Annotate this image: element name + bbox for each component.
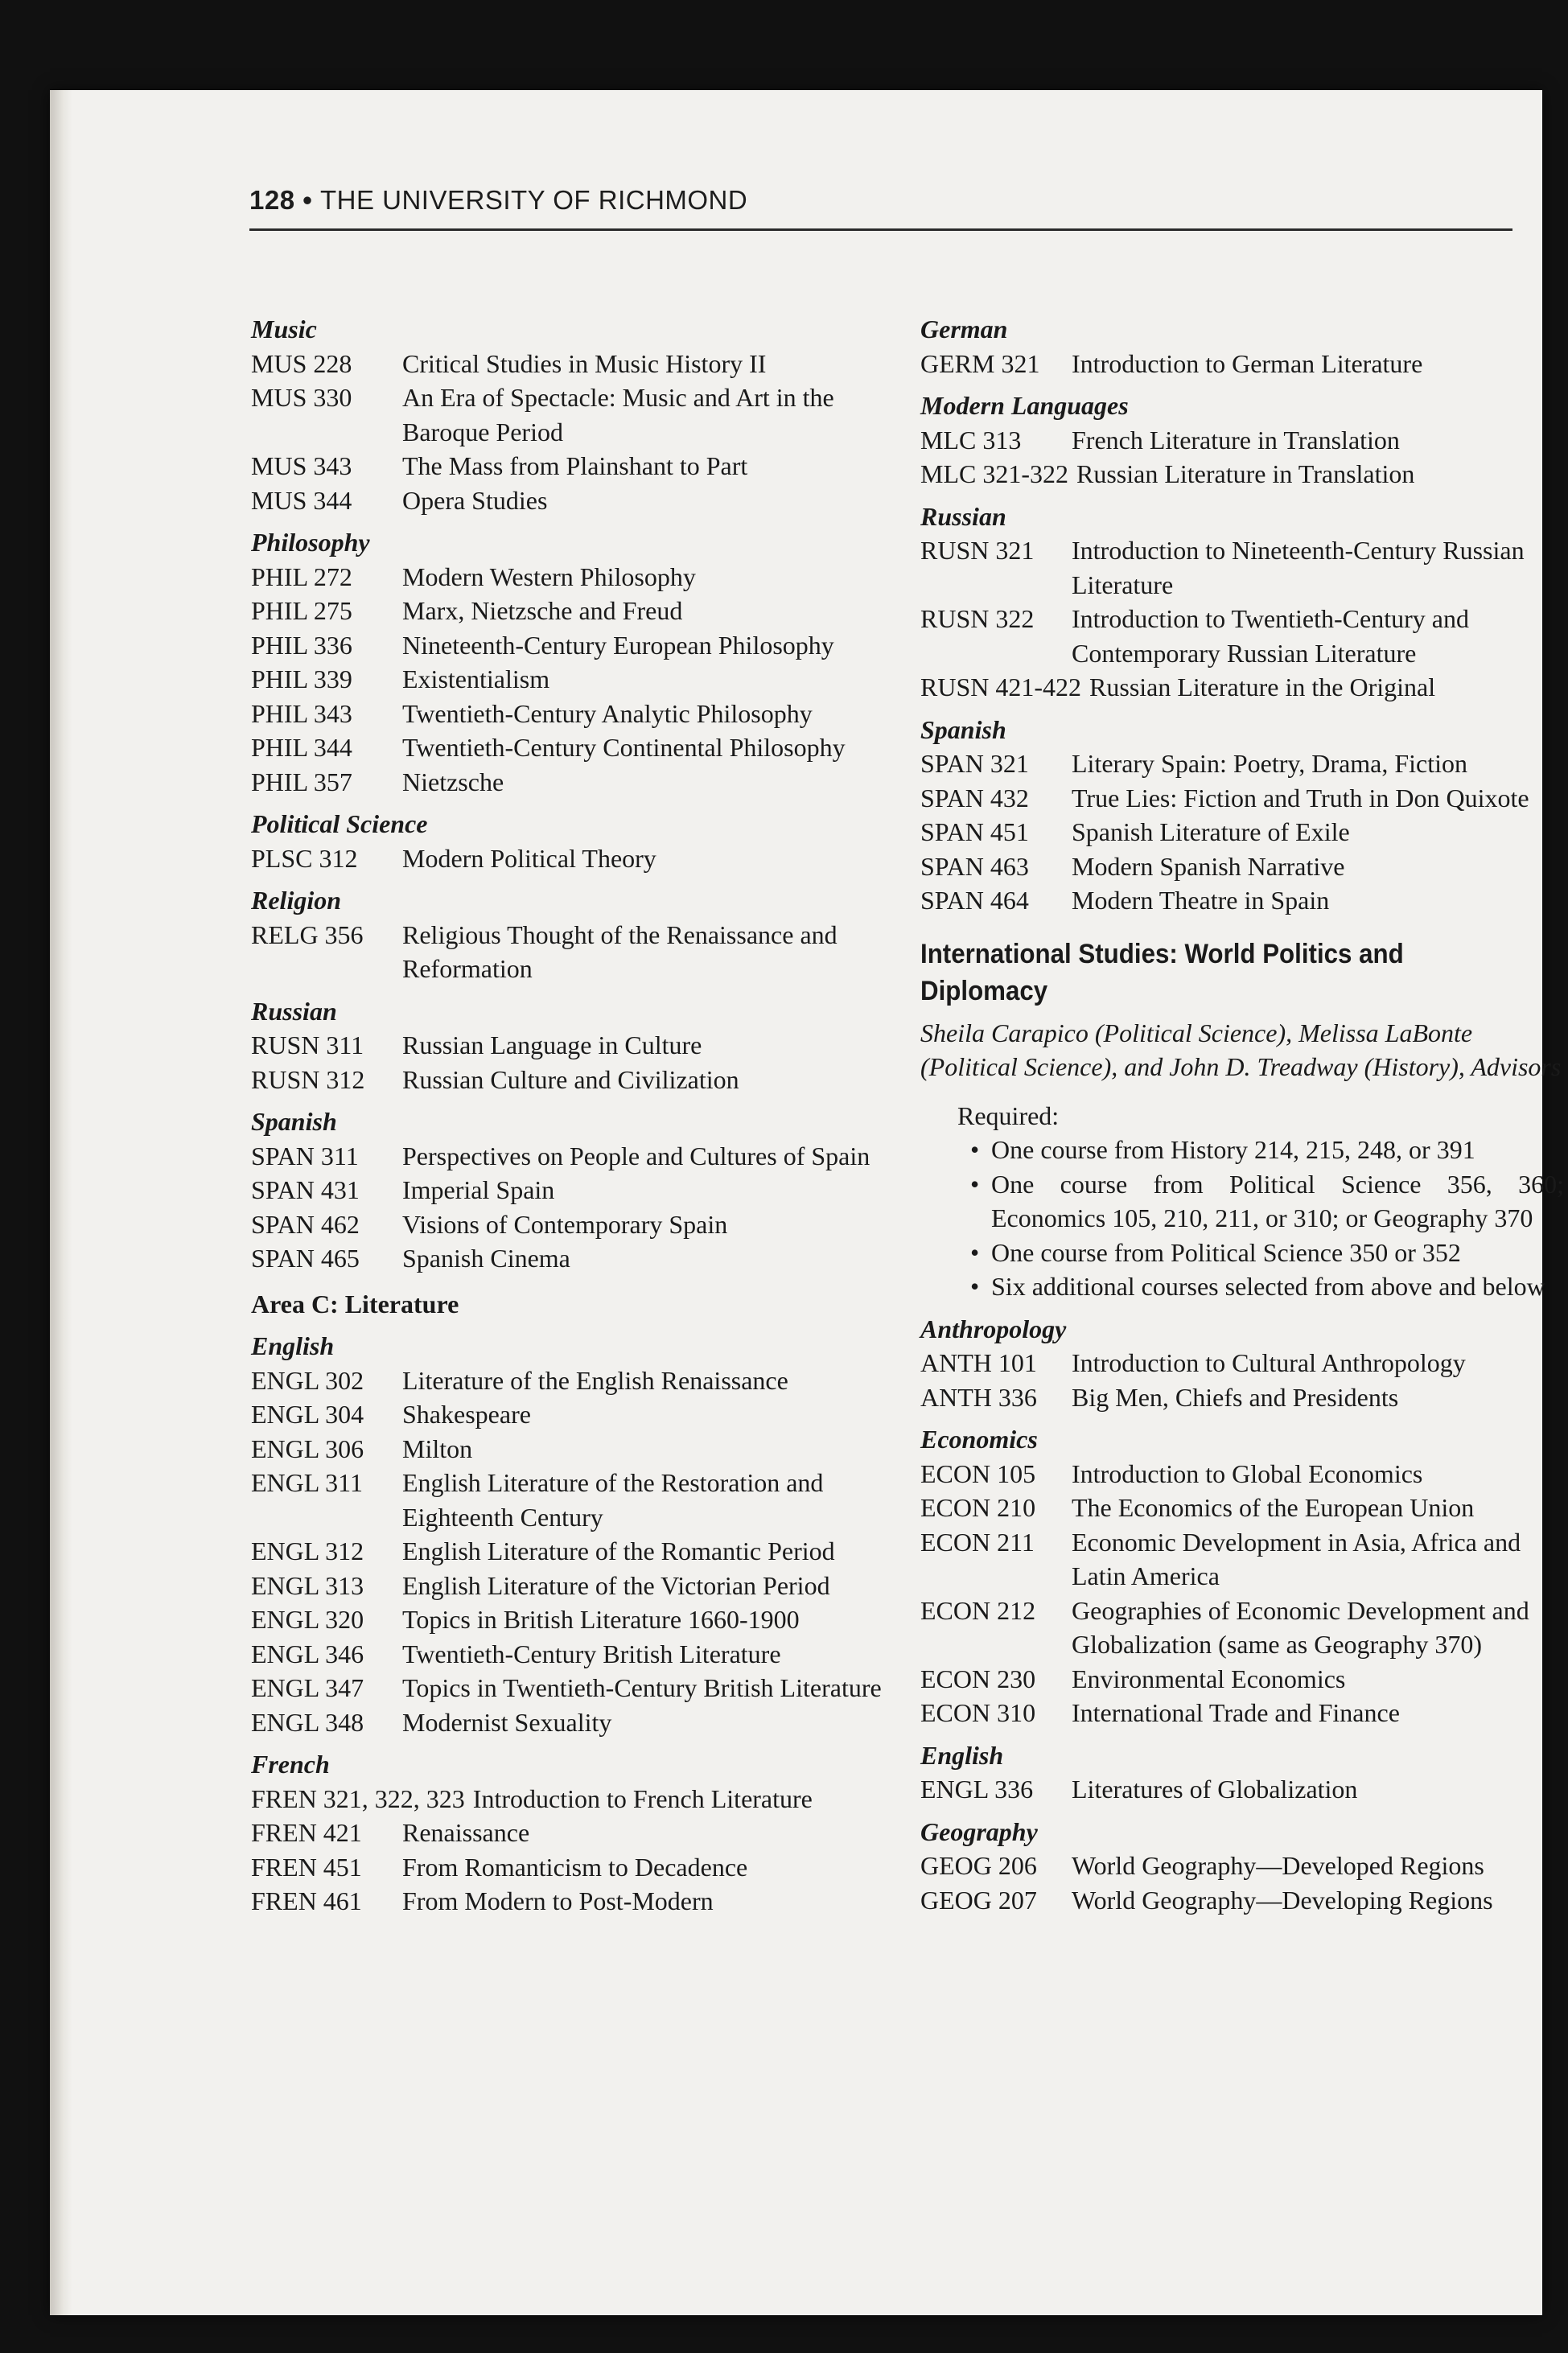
subhead-political-science: Political Science	[251, 809, 428, 838]
course-code: MLC 321-322	[920, 459, 1068, 488]
subhead-english: English	[251, 1331, 335, 1360]
advisors-text: Sheila Carapico (Political Science), Melissa LaBonte (Political Science), and John D. Treadway (History), Advisors	[920, 1018, 1562, 1081]
course-code: FREN 451	[251, 1852, 362, 1882]
course-row	[920, 747, 1564, 781]
subhead-german: German	[920, 315, 1008, 343]
course-title: Marx, Nietzsche and Freud	[402, 596, 683, 625]
course-title: Spanish Literature of Exile	[1072, 817, 1350, 846]
course-row	[251, 1705, 895, 1740]
right-column	[920, 312, 1564, 1917]
course-row	[920, 1457, 1564, 1491]
course-title: Literatures of Globalization	[1072, 1775, 1358, 1804]
course-row	[920, 1594, 1564, 1662]
course-code: ENGL 304	[251, 1400, 364, 1429]
course-row	[920, 423, 1564, 458]
course-list	[251, 347, 895, 518]
course-list	[920, 1346, 1564, 1414]
course-code: RUSN 311	[251, 1030, 364, 1059]
course-title: Introduction to Nineteenth-Century Russian Literature	[1072, 536, 1525, 599]
course-list	[920, 347, 1564, 381]
page-edge	[50, 90, 72, 2315]
course-title: From Romanticism to Decadence	[402, 1852, 748, 1882]
course-title: Modern Spanish Narrative	[1072, 851, 1345, 881]
requirement-item: • One course from Political Science 350 or 352	[920, 1236, 1564, 1270]
course-row	[920, 1346, 1564, 1380]
subhead-russian: Russian	[251, 996, 337, 1026]
running-head	[249, 185, 747, 216]
course-code: MUS 228	[251, 348, 352, 378]
subhead-modern-languages: Modern Languages	[920, 391, 1129, 420]
course-list	[251, 1816, 895, 1919]
requirement-item: • One course from History 214, 215, 248, or 391	[920, 1133, 1564, 1167]
subhead-geography: Geography	[920, 1816, 1038, 1846]
header-title: THE UNIVERSITY OF RICHMOND	[319, 185, 748, 215]
course-code: ENGL 313	[251, 1570, 364, 1600]
course-code: SPAN 463	[920, 851, 1029, 881]
course-title: True Lies: Fiction and Truth in Don Quixote	[1072, 783, 1529, 812]
course-row	[920, 347, 1564, 381]
course-code: MUS 344	[251, 485, 352, 515]
course-row	[920, 815, 1564, 849]
course-row	[251, 1241, 895, 1276]
course-code: FREN 421	[251, 1818, 362, 1847]
course-title: Modernist Sexuality	[402, 1707, 612, 1737]
course-code: ENGL 347	[251, 1673, 364, 1702]
subhead-music: Music	[251, 315, 317, 343]
course-title: Geographies of Economic Development and Globalization (same as Geography 370)	[1072, 1595, 1529, 1659]
course-title: Big Men, Chiefs and Presidents	[1072, 1382, 1399, 1412]
subhead-religion: Religion	[251, 886, 342, 915]
course-title: Topics in Twentieth-Century British Literature	[402, 1673, 882, 1702]
course-row	[251, 560, 895, 594]
subhead-economics: Economics	[920, 1425, 1038, 1454]
course-title: From Modern to Post-Modern	[402, 1886, 714, 1915]
course-code: MUS 343	[251, 451, 352, 480]
course-code: SPAN 451	[920, 817, 1029, 846]
course-code: PHIL 339	[251, 664, 352, 693]
course-row	[251, 1397, 895, 1432]
course-code: SPAN 462	[251, 1209, 360, 1239]
course-row	[920, 849, 1564, 884]
course-row	[251, 1207, 895, 1242]
section-title: International Studies: World Politics and Diplomacy	[920, 938, 1404, 1006]
course-code: ANTH 336	[920, 1382, 1037, 1412]
subhead-russian-right: Russian	[920, 501, 1006, 531]
course-title: Russian Culture and Civilization	[402, 1064, 739, 1094]
course-row	[251, 1637, 895, 1672]
subhead-spanish: Spanish	[251, 1107, 337, 1136]
course-code: ANTH 101	[920, 1348, 1037, 1377]
course-row	[251, 841, 895, 876]
course-title: Literature of the English Renaissance	[402, 1365, 788, 1395]
header-separator: •	[302, 185, 313, 215]
course-list	[251, 1028, 895, 1096]
course-title: Topics in British Literature 1660-1900	[402, 1605, 800, 1634]
course-row	[251, 918, 895, 986]
course-row	[251, 347, 895, 381]
course-title: French Literature in Translation	[1072, 425, 1400, 455]
course-list	[251, 1139, 895, 1276]
course-row	[920, 781, 1564, 816]
course-title: Perspectives on People and Cultures of Spain	[402, 1141, 870, 1170]
course-row	[251, 594, 895, 628]
course-list	[251, 841, 895, 876]
course-row	[920, 883, 1564, 918]
course-code: ECON 210	[920, 1493, 1036, 1522]
area-c-heading: Area C: Literature	[251, 1289, 459, 1318]
subhead-anthropology: Anthropology	[920, 1314, 1067, 1343]
course-code: GERM 321	[920, 348, 1040, 378]
course-title: Shakespeare	[402, 1400, 531, 1429]
course-row	[251, 1816, 895, 1850]
course-list	[251, 1364, 895, 1740]
course-code: ENGL 311	[251, 1468, 363, 1497]
subhead-french: French	[251, 1750, 330, 1779]
course-code: PHIL 275	[251, 596, 352, 625]
course-code: SPAN 311	[251, 1141, 359, 1170]
left-column	[251, 312, 895, 1919]
course-row	[920, 457, 1564, 492]
course-title: English Literature of the Romantic Period	[402, 1536, 835, 1565]
course-title: Introduction to French Literature	[472, 1783, 813, 1813]
header-rule	[249, 228, 1512, 231]
course-row	[920, 1525, 1564, 1594]
course-code: SPAN 432	[920, 783, 1029, 812]
course-title: Nietzsche	[402, 767, 504, 796]
course-title: Critical Studies in Music History II	[402, 348, 767, 378]
required-label: Required:	[957, 1100, 1060, 1130]
course-code: MLC 313	[920, 425, 1022, 455]
course-row	[251, 1602, 895, 1637]
course-code: FREN 461	[251, 1886, 362, 1915]
course-title: World Geography—Developed Regions	[1072, 1851, 1484, 1880]
course-title: Imperial Spain	[402, 1175, 555, 1204]
course-code: RUSN 322	[920, 604, 1035, 633]
course-title: Opera Studies	[402, 485, 548, 515]
course-title: Existentialism	[402, 664, 550, 693]
course-code: PHIL 343	[251, 698, 352, 728]
course-code: ENGL 306	[251, 1434, 364, 1463]
course-row	[251, 381, 895, 449]
course-code: ENGL 348	[251, 1707, 364, 1737]
course-list	[920, 423, 1564, 458]
course-list	[920, 1457, 1564, 1730]
course-row	[251, 1139, 895, 1174]
course-row	[920, 1491, 1564, 1525]
course-code: ECON 310	[920, 1698, 1036, 1727]
course-title: Renaissance	[402, 1818, 530, 1847]
course-title: Spanish Cinema	[402, 1244, 570, 1273]
requirement-item: • Six additional courses selected from above and below	[920, 1269, 1564, 1304]
course-row	[920, 1380, 1564, 1415]
course-title: Literary Spain: Poetry, Drama, Fiction	[1072, 749, 1468, 778]
course-title: Visions of Contemporary Spain	[402, 1209, 728, 1239]
course-title: Modern Political Theory	[402, 843, 656, 873]
course-row	[251, 1466, 895, 1534]
course-row	[251, 1028, 895, 1063]
course-code: PLSC 312	[251, 843, 358, 873]
course-code: ECON 230	[920, 1664, 1036, 1693]
course-row	[251, 697, 895, 731]
course-title: The Economics of the European Union	[1072, 1493, 1475, 1522]
course-list	[251, 918, 895, 986]
course-title: Twentieth-Century Analytic Philosophy	[402, 698, 813, 728]
course-code: ENGL 346	[251, 1639, 364, 1668]
course-title: Nineteenth-Century European Philosophy	[402, 630, 834, 660]
course-list	[920, 1772, 1564, 1807]
course-title: Modern Western Philosophy	[402, 562, 696, 591]
course-code: SPAN 464	[920, 886, 1029, 915]
course-title: Modern Theatre in Spain	[1072, 886, 1330, 915]
page-number: 128	[249, 185, 295, 215]
course-title: Environmental Economics	[1072, 1664, 1346, 1693]
course-code: SPAN 431	[251, 1175, 360, 1204]
course-list	[920, 747, 1564, 918]
course-code: FREN 321, 322, 323	[251, 1783, 465, 1813]
subhead-spanish-right: Spanish	[920, 714, 1006, 744]
course-row	[251, 628, 895, 663]
course-title: Twentieth-Century Continental Philosophy	[402, 733, 846, 762]
course-title: An Era of Spectacle: Music and Art in the Baroque Period	[402, 383, 834, 446]
course-code: RUSN 312	[251, 1064, 365, 1094]
course-title: Introduction to Cultural Anthropology	[1072, 1348, 1466, 1377]
course-row	[251, 483, 895, 518]
course-code: PHIL 357	[251, 767, 352, 796]
course-title: Milton	[402, 1434, 473, 1463]
subhead-english-right: English	[920, 1740, 1004, 1770]
course-code: RUSN 421-422	[920, 673, 1082, 701]
course-row	[920, 1662, 1564, 1697]
course-row	[251, 1063, 895, 1097]
course-code: ECON 212	[920, 1595, 1036, 1625]
catalog-page	[50, 90, 1564, 2315]
course-row	[251, 1782, 895, 1816]
course-code: ENGL 320	[251, 1605, 364, 1634]
course-code: ECON 105	[920, 1458, 1036, 1488]
course-title: Russian Language in Culture	[402, 1030, 702, 1059]
course-row	[251, 449, 895, 483]
course-list	[920, 1849, 1564, 1917]
requirement-item: • One course from Political Science 356, 360; Economics 105, 210, 211, or 310; or Geography 370	[920, 1167, 1564, 1236]
course-row	[920, 670, 1564, 705]
course-code: GEOG 206	[920, 1851, 1037, 1880]
course-code: RUSN 321	[920, 536, 1035, 565]
course-row	[920, 1772, 1564, 1807]
course-code: PHIL 272	[251, 562, 352, 591]
course-title: Introduction to German Literature	[1072, 348, 1423, 378]
requirements-list	[920, 1133, 1564, 1304]
course-code: ENGL 336	[920, 1775, 1034, 1804]
course-row	[251, 1173, 895, 1207]
course-title: World Geography—Developing Regions	[1072, 1885, 1493, 1915]
course-code: MUS 330	[251, 383, 352, 412]
course-title: International Trade and Finance	[1072, 1698, 1400, 1727]
course-row	[251, 1534, 895, 1569]
course-title: Russian Literature in the Original	[1089, 673, 1436, 701]
course-code: PHIL 336	[251, 630, 352, 660]
course-title: Introduction to Global Economics	[1072, 1458, 1423, 1488]
course-row	[920, 602, 1564, 670]
subhead-philosophy: Philosophy	[251, 528, 370, 557]
course-title: Economic Development in Asia, Africa and Latin America	[1072, 1527, 1521, 1590]
course-row	[251, 1364, 895, 1398]
course-title: English Literature of the Restoration and Eighteenth Century	[402, 1468, 824, 1532]
course-code: SPAN 321	[920, 749, 1029, 778]
course-code: ENGL 302	[251, 1365, 364, 1395]
course-title: English Literature of the Victorian Period	[402, 1570, 830, 1600]
course-row	[920, 533, 1564, 602]
course-list	[251, 560, 895, 800]
course-row	[251, 662, 895, 697]
course-code: RELG 356	[251, 919, 364, 949]
course-row	[251, 765, 895, 800]
course-row	[251, 1569, 895, 1603]
course-row	[920, 1883, 1564, 1918]
course-title: Russian Literature in Translation	[1076, 459, 1415, 488]
course-row	[251, 1671, 895, 1705]
course-title: Religious Thought of the Renaissance and Reformation	[402, 919, 838, 983]
course-row	[920, 1696, 1564, 1730]
course-code: ENGL 312	[251, 1536, 364, 1565]
course-row	[251, 1432, 895, 1467]
course-row	[920, 1849, 1564, 1883]
course-row	[251, 730, 895, 765]
course-row	[251, 1884, 895, 1919]
course-title: Twentieth-Century British Literature	[402, 1639, 781, 1668]
course-code: SPAN 465	[251, 1244, 360, 1273]
course-list	[920, 533, 1564, 670]
course-title: The Mass from Plainshant to Part	[402, 451, 748, 480]
course-code: ECON 211	[920, 1527, 1035, 1557]
course-code: GEOG 207	[920, 1885, 1037, 1915]
course-row	[251, 1850, 895, 1885]
course-code: PHIL 344	[251, 733, 352, 762]
course-title: Introduction to Twentieth-Century and Contemporary Russian Literature	[1072, 604, 1469, 668]
